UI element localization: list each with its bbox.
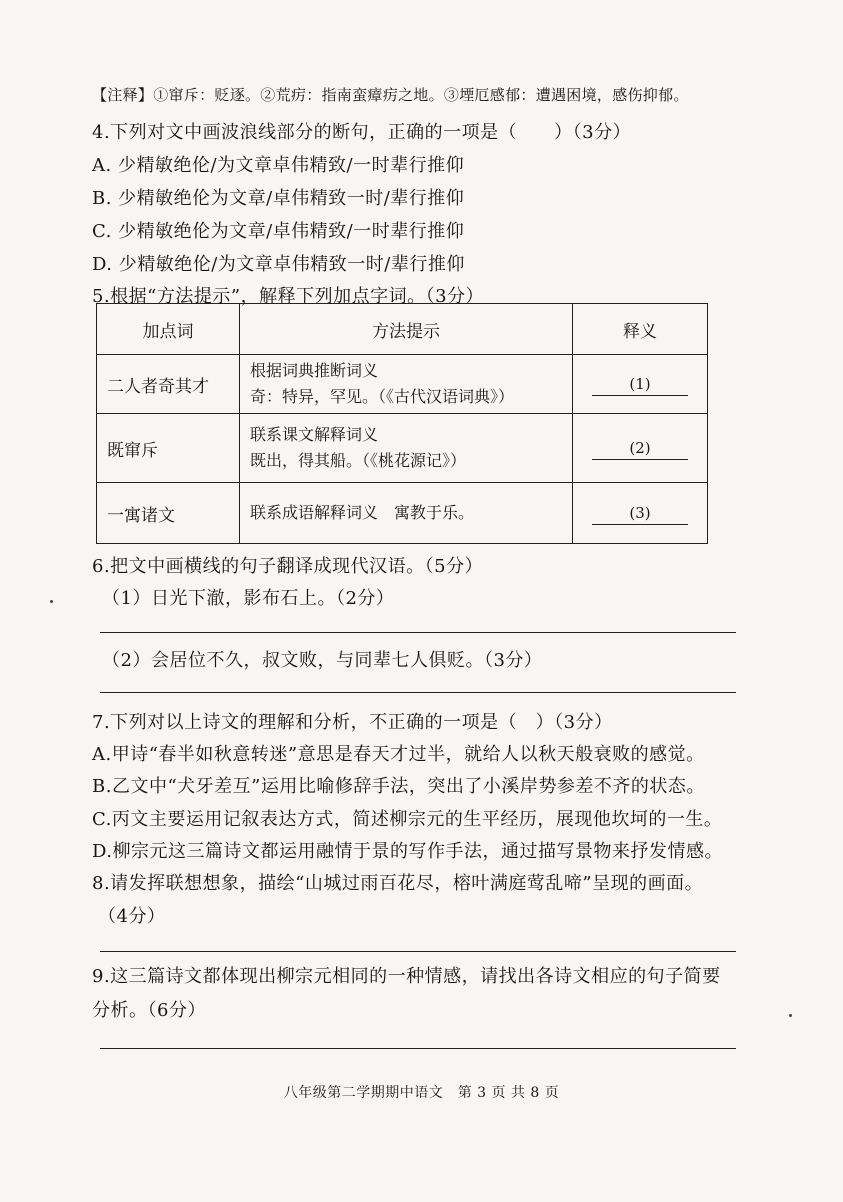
q6-stem: 6.把文中画横线的句子翻译成现代汉语。（5分） [92, 556, 484, 577]
q7-stem: 7.下列对以上诗文的理解和分析，不正确的一项是（ ）（3分） [92, 712, 613, 733]
q4-stem: 4.下列对文中画波浪线部分的断句，正确的一项是（ ）（3分） [92, 122, 632, 143]
answer-line-q6-2[interactable] [100, 692, 736, 693]
q4-option-d: D. 少精敏绝伦/为文章卓伟精致一时/辈行推仰 [92, 254, 465, 275]
annotation-note: 【注释】①窜斥：贬逐。②荒疠：指南蛮瘴疠之地。③堙厄感郁：遭遇困境，感伤抑郁。 [92, 86, 689, 104]
hint-line: 联系课文解释词义 [250, 425, 379, 444]
q8-score: （4分） [98, 906, 166, 927]
header-word: 加点词 [97, 304, 240, 355]
q4-option-a: A. 少精敏绝伦/为文章卓伟精致/一时辈行推仰 [92, 155, 465, 176]
method-hint [240, 414, 573, 483]
q9-stem-continued: 分析。（6分） [92, 1000, 206, 1021]
answer-blank-1[interactable]: (1) [592, 373, 688, 396]
q5-stem: 5.根据“方法提示”，解释下列加点字词。（3分） [92, 286, 485, 307]
method-hint [240, 355, 573, 414]
hint-line: 联系成语解释词义 寓教于乐。 [250, 503, 475, 522]
method-hint [240, 483, 573, 544]
scan-speck [789, 1014, 792, 1017]
page-footer: 八年级第二学期期中语文 第 3 页 共 8 页 [283, 1085, 560, 1101]
q9-stem: 9.这三篇诗文都体现出柳宗元相同的一种情感，请找出各诗文相应的句子简要 [92, 966, 721, 987]
dotted-word: 既窜斥 [97, 414, 240, 483]
answer-cell [573, 483, 708, 544]
answer-line-q9[interactable] [100, 1048, 736, 1049]
q8-stem: 8.请发挥联想想象，描绘“山城过雨百花尽，榕叶满庭莺乱啼”呈现的画面。 [92, 873, 704, 894]
hint-line: 根据词典推断词义 [250, 361, 379, 380]
q7-option-a: A.甲诗“春半如秋意转迷”意思是春天才过半，就给人以秋天般衰败的感觉。 [92, 744, 705, 765]
answer-blank-3[interactable]: (3) [592, 502, 688, 525]
dotted-word: 一寓诸文 [97, 483, 240, 544]
answer-cell [573, 414, 708, 483]
q6-sentence-2: （2）会居位不久，叔文败，与同辈七人俱贬。（3分） [102, 650, 543, 671]
scan-speck [50, 600, 53, 603]
q7-option-c: C.丙文主要运用记叙表达方式，简述柳宗元的生平经历，展现他坎坷的一生。 [92, 809, 723, 830]
table-row [97, 483, 708, 544]
answer-blank-2[interactable]: (2) [592, 437, 688, 460]
answer-cell [573, 355, 708, 414]
q7-option-b: B.乙文中“犬牙差互”运用比喻修辞手法，突出了小溪岸势参差不齐的状态。 [92, 776, 705, 797]
answer-line-q8[interactable] [100, 951, 736, 952]
q4-option-c: C. 少精敏绝伦为文章/卓伟精致/一时辈行推仰 [92, 221, 465, 242]
table-header-row [97, 304, 708, 355]
q6-sentence-1: （1）日光下澈，影布石上。（2分） [102, 588, 395, 609]
q4-option-b: B. 少精敏绝伦为文章/卓伟精致一时/辈行推仰 [92, 188, 465, 209]
q5-table [96, 303, 708, 544]
header-meaning: 释义 [573, 304, 708, 355]
hint-line: 奇：特异，罕见。（《古代汉语词典》） [250, 387, 515, 406]
hint-line: 既出，得其船。（《桃花源记》） [250, 451, 467, 470]
table-row [97, 414, 708, 483]
table-row [97, 355, 708, 414]
q7-option-d: D.柳宗元这三篇诗文都运用融情于景的写作手法，通过描写景物来抒发情感。 [92, 841, 724, 862]
answer-line-q6-1[interactable] [100, 632, 736, 633]
header-hint: 方法提示 [240, 304, 573, 355]
dotted-word: 二人者奇其才 [97, 355, 240, 414]
